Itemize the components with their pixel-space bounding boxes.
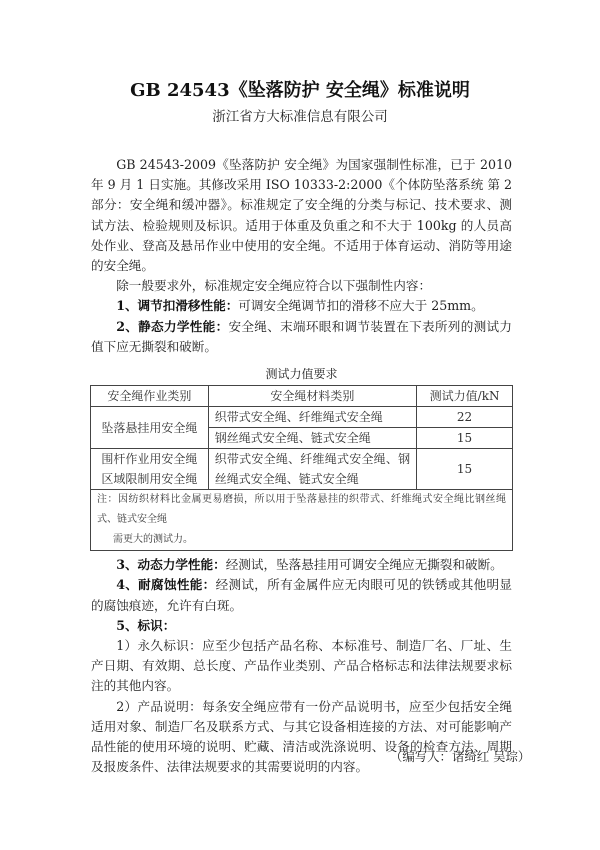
table-cell: 坠落悬挂用安全绳 [91, 407, 209, 449]
item-label: 2、静态力学性能： [116, 318, 229, 334]
item-label: 1、调节扣滑移性能： [116, 298, 239, 314]
table-cell: 15 [417, 428, 513, 449]
intro-paragraph: GB 24543-2009《坠落防护 安全绳》为国家强制性标准，已于 2010 年 9 月 1 日实施。其修改采用 ISO 10333-2:2000《个体防坠落系统 第 2 部分：安全绳和缓冲器》。标准规定了安全绳的分类与标记、技术要求、测试方法、检验规则及标识。适用于体重及负重之和不大于 100kg 的人员高处作业、登高及悬吊作业中使用的安全绳。不适用于体育运动、消防等用途的安全绳。 [91, 157, 512, 274]
item-4 [91, 575, 512, 615]
table-header: 安全绳材料类别 [208, 386, 416, 407]
table-cell: 15 [417, 449, 513, 490]
item-5 [91, 616, 512, 636]
item-label: 3、动态力学性能： [116, 557, 226, 573]
document-body [91, 155, 512, 777]
test-force-table [90, 385, 513, 551]
marking-permanent: 1）永久标识：应至少包括产品名称、本标准号、制造厂名、厂址、生产日期、有效期、总长度、产品作业类别、产品合格标志和法律法规要求标注的其他内容。 [91, 638, 512, 694]
item-text: 经测试，所有金属件应无肉眼可见的铁锈或其他明显的腐蚀痕迹，允许有白斑。 [91, 577, 513, 613]
table-note-row [91, 490, 513, 551]
author-signature: （编写人：诸绮红 吴琮） [390, 749, 531, 764]
item-label: 4、耐腐蚀性能： [116, 577, 216, 593]
table-header: 安全绳作业类别 [91, 386, 209, 407]
table-cell: 织带式安全绳、纤维绳式安全绳、钢丝绳式安全绳、链式安全绳 [208, 449, 416, 490]
item-label: 5、标识： [116, 617, 176, 633]
note-line: 注：因纺织材料比金属更易磨损，所以用于坠落悬挂的织带式、纤维绳式安全绳比钢丝绳式、链式安全绳 [97, 494, 506, 526]
table-row [91, 407, 513, 428]
table-caption: 测试力值要求 [265, 367, 338, 382]
table-row [91, 449, 513, 490]
table-header: 测试力值/kN [417, 386, 513, 407]
table-cell: 织带式安全绳、纤维绳式安全绳 [208, 407, 416, 428]
item-text: 安全绳、末端环眼和调节装置在下表所列的测试力值下应无撕裂和破断。 [91, 318, 513, 354]
table-cell: 22 [417, 407, 513, 428]
item-text: 经测试，坠落悬挂用可调安全绳应无撕裂和破断。 [225, 557, 503, 573]
note-line: 需更大的测试力。 [113, 534, 193, 546]
item-1 [91, 296, 512, 316]
table-note [91, 490, 513, 551]
marking-instructions: 2）产品说明：每条安全绳应带有一份产品说明书，应至少包括安全绳适用对象、制造厂名及联系方式、与其它设备相连接的方法、对可能影响产品性能的使用环境的说明、贮藏、清洁或洗涤说明、设备的检查方法、周期及报废条件、法律法规要求的其需要说明的内容。 [91, 698, 512, 775]
table-cell: 钢丝绳式安全绳、链式安全绳 [208, 428, 416, 449]
cell-line: 围杆作业用安全绳 [101, 452, 198, 467]
item-3 [91, 555, 512, 575]
lead-paragraph: 除一般要求外，标准规定安全绳应符合以下强制性内容： [116, 278, 432, 294]
item-2 [91, 317, 512, 357]
page-title: GB 24543《坠落防护 安全绳》标准说明 [130, 80, 470, 101]
table-cell [91, 449, 209, 490]
company-name: 浙江省方大标准信息有限公司 [212, 109, 388, 125]
table-header-row [91, 386, 513, 407]
item-text: 可调安全绳调节扣的滑移不应大于 25mm。 [238, 298, 484, 314]
cell-line: 区域限制用安全绳 [101, 472, 198, 487]
